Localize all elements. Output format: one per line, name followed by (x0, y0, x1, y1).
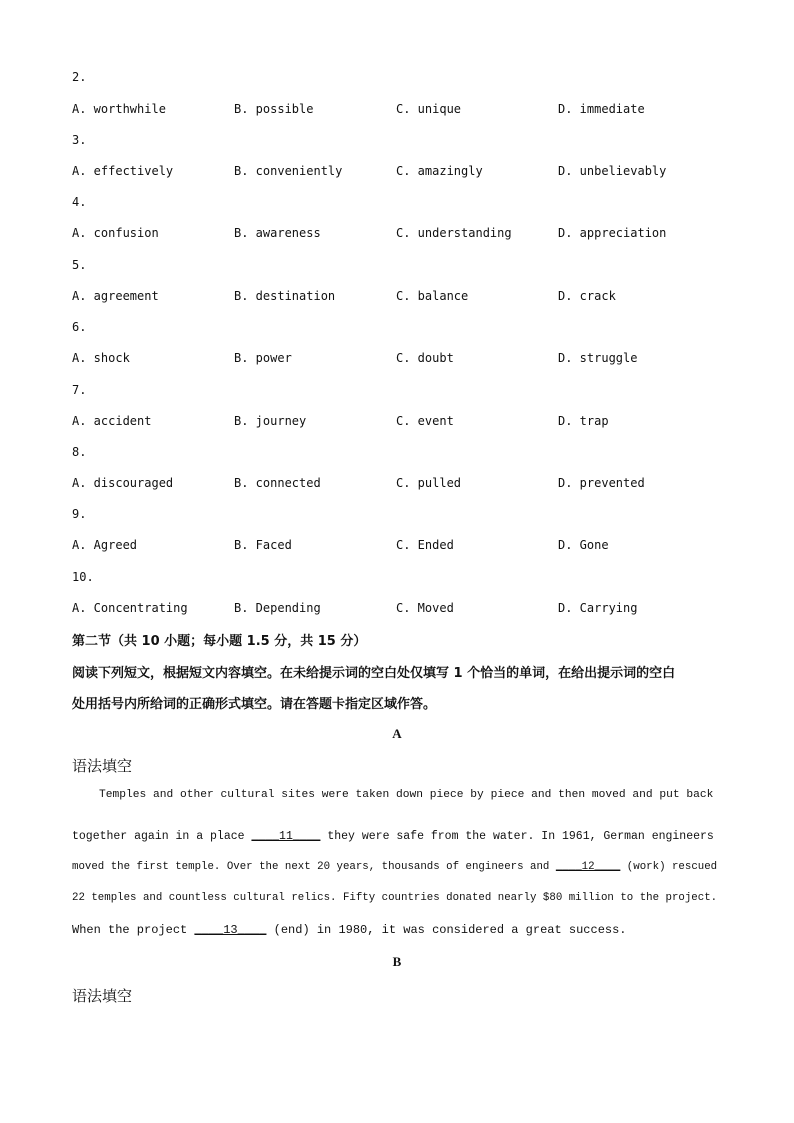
option-a: A. shock (72, 351, 130, 365)
option-b: B. connected (234, 476, 321, 490)
question-number: 5. (72, 258, 87, 272)
question-number: 9. (72, 507, 87, 521)
question-number: 3. (72, 133, 87, 147)
option-b: B. awareness (234, 226, 321, 240)
option-row (72, 289, 732, 307)
passage-line: Temples and other cultural sites were taken down piece by piece and then moved and put back (99, 789, 714, 801)
option-c: C. balance (396, 289, 469, 303)
option-c: C. Ended (396, 538, 454, 552)
option-b: B. Depending (234, 601, 321, 615)
option-b: B. possible (234, 102, 314, 116)
option-b: B. Faced (234, 538, 292, 552)
question-number: 7. (72, 383, 87, 397)
option-row (72, 414, 732, 432)
section-heading: 第二节（共 10 小题；每小题 1.5 分，共 15 分） (72, 634, 367, 649)
option-d: D. immediate (558, 102, 645, 116)
option-d: D. Gone (558, 538, 609, 552)
passage-line: together again in a place ____11____ they were safe from the water. In 1961, German engineers (72, 830, 714, 843)
option-row (72, 102, 732, 120)
blank-12: ____12____ (555, 861, 621, 873)
blank-13: ____13____ (194, 923, 267, 937)
section-instruction: 阅读下列短文，根据短文内容填空。在未给提示词的空白处仅填写 1 个恰当的单词，在给出提示词的空白 (72, 666, 676, 681)
option-c: C. understanding (396, 226, 512, 240)
option-c: C. unique (396, 102, 462, 116)
passage-line: 22 temples and countless cultural relics. Fifty countries donated nearly $80 million to the project. (72, 892, 718, 904)
option-a: A. Agreed (72, 538, 138, 552)
option-c: C. event (396, 414, 454, 428)
option-d: D. Carrying (558, 601, 638, 615)
option-c: C. amazingly (396, 164, 483, 178)
option-b: B. destination (234, 289, 336, 303)
option-row (72, 226, 732, 244)
option-a: A. confusion (72, 226, 159, 240)
passage-b-heading: B (392, 954, 402, 969)
option-c: C. Moved (396, 601, 454, 615)
question-number: 6. (72, 320, 87, 334)
option-row (72, 601, 732, 619)
question-number: 10. (72, 570, 94, 584)
option-b: B. conveniently (234, 164, 343, 178)
passage-b-label: 语法填空 (72, 987, 133, 1005)
passage-a-label: 语法填空 (72, 757, 133, 775)
option-a: A. worthwhile (72, 102, 166, 116)
section-instruction: 处用括号内所给词的正确形式填空。请在答题卡指定区域作答。 (72, 697, 437, 712)
option-d: D. unbelievably (558, 164, 667, 178)
option-a: A. Concentrating (72, 601, 188, 615)
blank-11: ____11____ (251, 830, 321, 843)
option-b: B. journey (234, 414, 307, 428)
passage-line: moved the first temple. Over the next 20 years, thousands of engineers and ____12____ (work) rescued (72, 861, 718, 873)
option-d: D. struggle (558, 351, 638, 365)
option-a: A. accident (72, 414, 152, 428)
option-a: A. agreement (72, 289, 159, 303)
option-d: D. crack (558, 289, 616, 303)
option-a: A. discouraged (72, 476, 174, 490)
passage-line: When the project ____13____ (end) in 1980, it was considered a great success. (72, 923, 627, 937)
question-number: 8. (72, 445, 87, 459)
passage-a-heading: A (392, 726, 402, 741)
option-d: D. prevented (558, 476, 645, 490)
option-b: B. power (234, 351, 292, 365)
option-row (72, 351, 732, 369)
option-d: D. appreciation (558, 226, 667, 240)
option-row (72, 476, 732, 494)
option-c: C. pulled (396, 476, 462, 490)
option-a: A. effectively (72, 164, 174, 178)
question-number: 2. (72, 70, 87, 84)
question-number: 4. (72, 195, 87, 209)
option-row (72, 538, 732, 556)
option-row (72, 164, 732, 182)
option-c: C. doubt (396, 351, 454, 365)
option-d: D. trap (558, 414, 609, 428)
